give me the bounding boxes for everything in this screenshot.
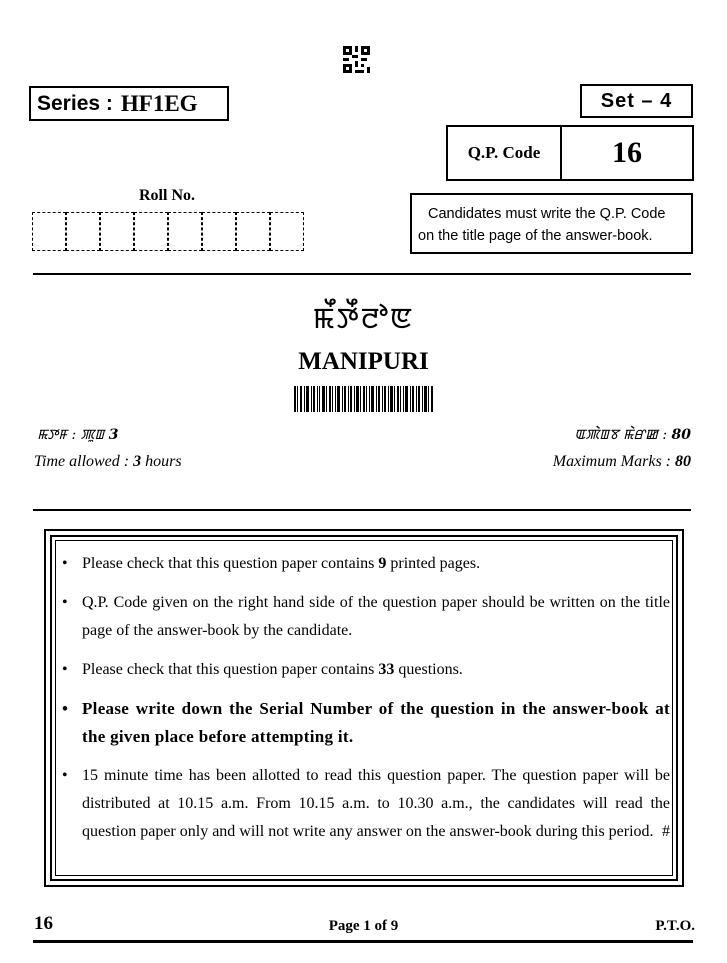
time-allowed-native xyxy=(37,425,118,444)
subject-title: MANIPURI xyxy=(298,348,429,375)
barcode-icon xyxy=(294,386,433,412)
series-code: HF1EG xyxy=(120,90,198,116)
qp-code-label: Q.P. Code xyxy=(448,127,562,179)
marks-native-value: 80 xyxy=(671,427,691,443)
marks-value: 80 xyxy=(675,453,691,470)
candidate-note-box xyxy=(410,193,693,254)
candidate-note-line1: Candidates must write the Q.P. Code xyxy=(428,206,666,222)
time-value: 3 xyxy=(133,453,142,470)
roll-number-boxes[interactable] xyxy=(32,212,304,251)
instruction-item: • Q.P. Code given on the right hand side of the question paper should be written on the title page of the answer-book by the candidate. xyxy=(62,589,670,645)
candidate-note-line2: on the title page of the answer-book. xyxy=(418,228,653,244)
time-allowed xyxy=(34,453,182,471)
footer-divider xyxy=(33,940,693,943)
footer-code: 16 xyxy=(34,913,53,934)
time-label: Time allowed : xyxy=(34,453,130,470)
instruction-item: • Please check that this question paper contains 33 questions. xyxy=(62,656,670,684)
header-divider xyxy=(33,273,691,275)
series-label: Series : xyxy=(37,91,113,115)
max-marks xyxy=(553,453,691,471)
subject-title-native: ꯃꯩꯇꯩꯂꯣꯟ xyxy=(312,301,415,335)
series-box xyxy=(29,86,229,121)
max-marks-native xyxy=(574,425,691,444)
roll-digit-box[interactable] xyxy=(202,212,236,251)
marks-native-label: ꯑꯄꯥꯡꯕ ꯃꯥꯔꯀ : xyxy=(574,427,668,443)
qp-code-value: 16 xyxy=(612,136,642,169)
roll-digit-box[interactable] xyxy=(270,212,304,251)
roll-digit-box[interactable] xyxy=(236,212,270,251)
qr-code-icon xyxy=(343,46,370,73)
set-label: Set – 4 xyxy=(600,89,673,112)
pto-label: P.T.O. xyxy=(655,918,695,934)
time-native-value: 3 xyxy=(108,427,119,443)
roll-number-label: Roll No. xyxy=(139,187,195,204)
info-divider xyxy=(33,509,691,511)
roll-digit-box[interactable] xyxy=(32,212,66,251)
instruction-item: • Please write down the Serial Number of the question in the answer-book at the given place before attempting it. xyxy=(62,695,670,751)
roll-digit-box[interactable] xyxy=(66,212,100,251)
hash-mark: # xyxy=(662,823,670,840)
instruction-item: • 15 minute time has been allotted to read this question paper. The question paper will be distributed at 10.15 a.m. From 10.15 a.m. to 10.30 a.m., the candidates will read the question paper only and will not write any answer on the answer-book during this period. # xyxy=(62,762,670,846)
marks-label: Maximum Marks : xyxy=(552,453,671,470)
time-unit: hours xyxy=(145,453,182,470)
instruction-item: • Please check that this question paper contains 9 printed pages. xyxy=(62,550,670,578)
set-box xyxy=(580,84,693,118)
instructions-list xyxy=(62,550,670,857)
page-number: Page 1 of 9 xyxy=(328,918,399,934)
roll-digit-box[interactable] xyxy=(134,212,168,251)
qp-code-box xyxy=(446,125,694,181)
roll-digit-box[interactable] xyxy=(168,212,202,251)
time-native-label: ꯃꯇꯝ : ꯄꯨꯡ xyxy=(37,427,105,443)
roll-digit-box[interactable] xyxy=(100,212,134,251)
